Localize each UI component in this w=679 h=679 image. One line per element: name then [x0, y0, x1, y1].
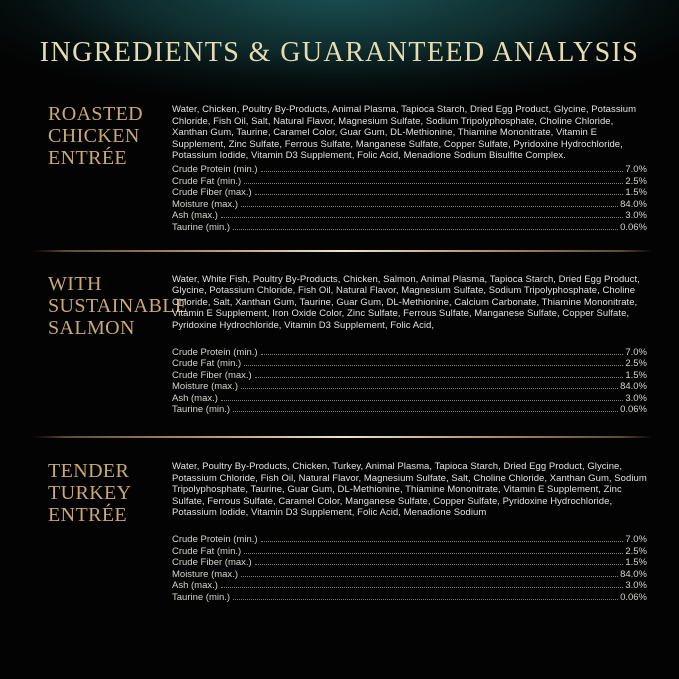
analysis-row	[172, 199, 647, 211]
analysis-value: 2.5%	[625, 358, 647, 370]
dot-leader	[221, 587, 623, 588]
analysis-label: Ash (max.)	[172, 210, 218, 222]
analysis-value: 1.5%	[625, 369, 647, 381]
analysis-label: Ash (max.)	[172, 580, 218, 592]
analysis-row	[172, 358, 647, 370]
section-tender-turkey-entree	[0, 460, 679, 604]
product-name-line: TENDER	[48, 460, 130, 483]
dot-leader	[255, 377, 624, 378]
section-body	[172, 103, 647, 234]
analysis-row	[172, 176, 647, 188]
analysis-row	[172, 370, 647, 382]
product-name-line: CHICKEN	[48, 125, 140, 147]
product-name-line: TURKEY	[48, 482, 132, 505]
analysis-label: Moisture (max.)	[172, 198, 238, 210]
analysis-label: Crude Fat (min.)	[172, 545, 242, 557]
dot-leader	[261, 541, 624, 542]
analysis-row	[172, 210, 647, 222]
product-name-line: WITH	[48, 272, 102, 295]
product-name-tender-turkey	[48, 460, 172, 604]
analysis-label: Crude Fiber (max.)	[172, 557, 252, 569]
analysis-value: 1.5%	[625, 187, 647, 199]
dot-leader	[244, 365, 623, 366]
dot-leader	[241, 576, 618, 577]
analysis-row	[172, 381, 647, 393]
analysis-label: Crude Protein (min.)	[172, 163, 258, 175]
section-divider	[34, 436, 653, 438]
analysis-value: 84.0%	[620, 198, 647, 210]
analysis-value: 84.0%	[620, 568, 647, 580]
product-name-line: ENTRÉE	[48, 147, 128, 169]
dot-leader	[233, 411, 618, 412]
analysis-label: Taurine (min.)	[172, 404, 231, 416]
analysis-label: Taurine (min.)	[172, 592, 231, 603]
analysis-label: Taurine (min.)	[172, 221, 231, 233]
guaranteed-analysis-table	[172, 534, 647, 604]
analysis-row	[172, 592, 647, 604]
dot-leader	[221, 217, 623, 218]
ingredients-text: Water, Chicken, Poultry By-Products, Animal Plasma, Tapioca Starch, Dried Egg Product, Glycine, Potassium Chloride, Fish Oil, Salt, Natural Flavor, Magnesium Sulfate, Sodium Tripolyphosphate, Choline Chloride, Xanthan Gum, Taurine, Caramel Color, Guar Gum, DL-Methionine, Thiamine Mononitrate, Vitamin E Supplement, Zinc Sulfate, Ferrous Sulfate, Manganese Sulfate, Copper Sulfate, Pyridoxine Hydrochloride, Potassium Iodide, Vitamin D3 Supplement, Folic Acid, Menadione Sodium Bisulfite Complex.	[172, 104, 637, 162]
analysis-row	[172, 546, 647, 558]
analysis-row	[172, 347, 647, 359]
analysis-value: 7.0%	[625, 534, 647, 546]
page-title: INGREDIENTS & GUARANTEED ANALYSIS	[39, 37, 640, 68]
dot-leader	[255, 564, 624, 565]
guaranteed-analysis-table	[172, 164, 647, 234]
section-divider	[34, 250, 653, 252]
section-body	[172, 273, 647, 417]
analysis-value: 2.5%	[625, 175, 647, 187]
dot-leader	[255, 194, 624, 195]
analysis-value: 7.0%	[625, 163, 647, 175]
product-name-line: SUSTAINABLE	[48, 294, 188, 317]
analysis-value: 0.06%	[620, 221, 647, 233]
section-roasted-chicken-entree	[0, 103, 679, 234]
dot-leader	[241, 206, 618, 207]
product-name-line: ROASTED	[48, 103, 144, 125]
analysis-label: Crude Fiber (max.)	[172, 369, 252, 381]
analysis-row	[172, 534, 647, 546]
analysis-row	[172, 187, 647, 199]
section-sustainable-salmon	[0, 273, 679, 417]
analysis-row	[172, 404, 647, 416]
analysis-row	[172, 557, 647, 569]
dot-leader	[241, 388, 618, 389]
ingredients-text: Water, Poultry By-Products, Chicken, Turkey, Animal Plasma, Tapioca Starch, Dried Egg Product, Glycine, Potassium Chloride, Fish Oil, Natural Flavor, Magnesium Sulfate, Salt, Choline Chloride, Xanthan Gum, Sodium Tripolyphosphate, Taurine, Guar Gum, DL-Methionine, Thiamine Mononitrate, Vitamin E Supplement, Zinc Sulfate, Ferrous Sulfate, Caramel Color, Manganese Sulfate, Copper Sulfate, Pyridoxine Hydrochloride, Potassium Iodide, Vitamin D3 Supplement, Folic Acid, Menadione Sodium	[172, 461, 647, 519]
analysis-value: 3.0%	[625, 580, 647, 592]
analysis-value: 0.06%	[620, 592, 647, 603]
analysis-label: Moisture (max.)	[172, 568, 238, 580]
dot-leader	[261, 171, 624, 172]
analysis-row	[172, 569, 647, 581]
analysis-label: Crude Protein (min.)	[172, 534, 258, 546]
dot-leader	[244, 553, 623, 554]
analysis-value: 7.0%	[625, 346, 647, 358]
dot-leader	[233, 599, 618, 600]
analysis-value: 2.5%	[625, 545, 647, 557]
dot-leader	[221, 400, 623, 401]
dot-leader	[244, 183, 623, 184]
dot-leader	[261, 354, 624, 355]
analysis-value: 3.0%	[625, 210, 647, 222]
product-name-line: SALMON	[48, 316, 135, 339]
analysis-label: Ash (max.)	[172, 392, 218, 404]
guaranteed-analysis-table	[172, 347, 647, 417]
analysis-value: 0.06%	[620, 404, 647, 416]
analysis-value: 84.0%	[620, 381, 647, 393]
product-name-sustainable-salmon	[48, 272, 188, 417]
analysis-label: Crude Fiber (max.)	[172, 187, 252, 199]
analysis-row	[172, 222, 647, 234]
product-name-roasted-chicken	[48, 103, 172, 234]
analysis-label: Crude Protein (min.)	[172, 346, 258, 358]
analysis-label: Moisture (max.)	[172, 381, 238, 393]
ingredients-text: Water, White Fish, Poultry By-Products, Chicken, Salmon, Animal Plasma, Tapioca Starch, Dried Egg Product, Glycine, Potassium Chloride, Fish Oil, Natural Flavor, Magnesium Sulfate, Sodium Tripolyphosphate, Choline Chloride, Salt, Xanthan Gum, Taurine, Guar Gum, DL-Methionine, Calcium Carbonate, Thiamine Mononitrate, Vitamin E Supplement, Iron Oxide Color, Zinc Sulfate, Ferrous Sulfate, Manganese Sulfate, Copper Sulfate, Pyridoxine Hydrochloride, Vitamin D3 Supplement, Folic Acid,	[172, 273, 640, 331]
analysis-value: 3.0%	[625, 392, 647, 404]
dot-leader	[233, 229, 618, 230]
analysis-row	[172, 393, 647, 405]
analysis-value: 1.5%	[625, 557, 647, 569]
product-name-line: ENTRÉE	[48, 504, 128, 527]
section-body	[172, 460, 647, 604]
analysis-row	[172, 580, 647, 592]
analysis-row	[172, 164, 647, 176]
analysis-label: Crude Fat (min.)	[172, 358, 242, 370]
analysis-label: Crude Fat (min.)	[172, 175, 242, 187]
